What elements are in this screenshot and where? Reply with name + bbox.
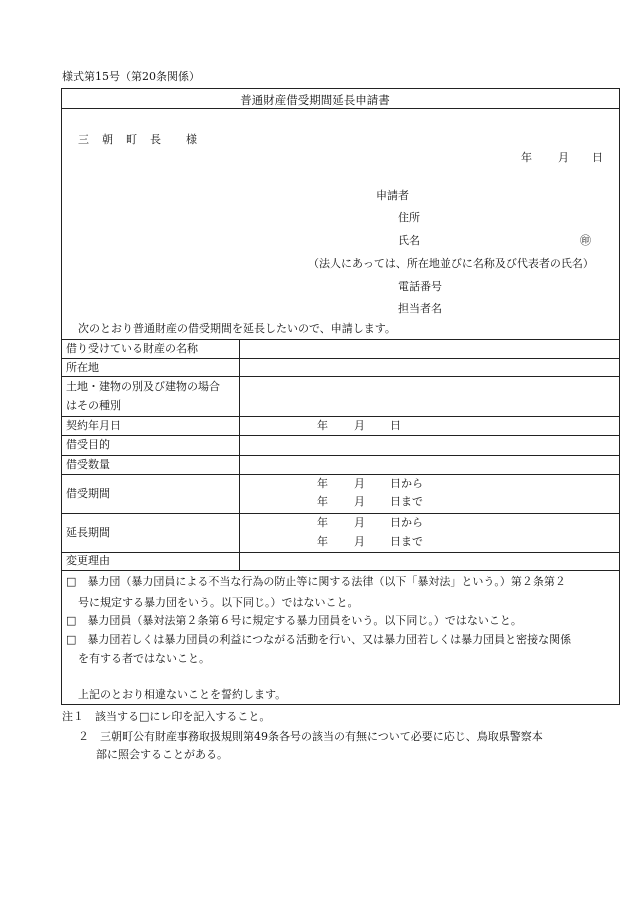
label-property-name: 借り受けている財産の名称 xyxy=(66,342,198,355)
seal-mark: ㊞ xyxy=(580,234,591,247)
row-line xyxy=(61,376,620,377)
label-extension: 延長期間 xyxy=(66,526,110,539)
check-item-3-line-1: □ 暴力団若しくは暴力団員の利益につながる活動を行い、又は暴力団若しくは暴力団員と密接な関係 xyxy=(66,633,572,646)
row-line xyxy=(61,455,620,456)
form-title: 普通財産借受期間延長申請書 xyxy=(240,93,390,107)
row-line xyxy=(61,552,620,553)
phone-label: 電話番号 xyxy=(398,280,442,293)
column-divider xyxy=(239,339,240,570)
row-line xyxy=(61,570,620,571)
applicant-heading: 申請者 xyxy=(376,189,409,202)
ext-from-year: 年 xyxy=(317,516,328,529)
row-line xyxy=(61,474,620,475)
name-label: 氏名 xyxy=(398,234,420,247)
row-line xyxy=(61,339,620,340)
intro-text: 次のとおり普通財産の借受期間を延長したいので、申請します。 xyxy=(78,322,396,335)
contract-year: 年 xyxy=(317,419,328,432)
period-from-year: 年 xyxy=(317,477,328,490)
check-item-3-line-2: を有する者ではないこと。 xyxy=(78,652,210,665)
form-number: 様式第15号（第20条関係） xyxy=(62,70,200,83)
note-1: 注１ 該当する□にレ印を記入すること。 xyxy=(62,710,271,723)
label-reason: 変更理由 xyxy=(66,554,110,567)
title-divider xyxy=(61,108,620,109)
label-type-2: はその種別 xyxy=(66,399,121,412)
label-period: 借受期間 xyxy=(66,487,110,500)
date-year: 年 xyxy=(521,151,532,164)
contract-day: 日 xyxy=(390,419,401,432)
period-from-month: 月 xyxy=(354,477,365,490)
period-until-day: 日まで xyxy=(390,495,423,508)
label-type-1: 土地・建物の別及び建物の場合 xyxy=(66,380,220,393)
corp-note: （法人にあっては、所在地並びに名称及び代表者の氏名） xyxy=(308,257,594,270)
ext-from-month: 月 xyxy=(354,516,365,529)
ext-until-day: 日まで xyxy=(390,535,423,548)
period-from-day: 日から xyxy=(390,477,423,490)
row-line xyxy=(61,435,620,436)
pledge-text: 上記のとおり相違ないことを誓約します。 xyxy=(78,688,287,701)
form-frame xyxy=(61,88,620,705)
period-until-month: 月 xyxy=(354,495,365,508)
check-item-1-line-1: □ 暴力団（暴力団員による不当な行為の防止等に関する法律（以下「暴対法」という。）第２条第２ xyxy=(66,575,566,588)
row-line xyxy=(61,513,620,514)
addressee: 三 朝 町 長 様 xyxy=(78,133,198,146)
ext-from-day: 日から xyxy=(390,516,423,529)
row-line xyxy=(61,416,620,417)
ext-until-year: 年 xyxy=(317,535,328,548)
note-2-line-1: ２ 三朝町公有財産事務取扱規則第49条各号の該当の有無について必要に応じ、鳥取県警察本 xyxy=(78,730,543,743)
label-location: 所在地 xyxy=(66,361,99,374)
contract-month: 月 xyxy=(354,419,365,432)
address-label: 住所 xyxy=(398,211,420,224)
contact-label: 担当者名 xyxy=(398,302,442,315)
label-quantity: 借受数量 xyxy=(66,458,110,471)
row-line xyxy=(61,358,620,359)
date-day: 日 xyxy=(592,151,603,164)
label-purpose: 借受目的 xyxy=(66,438,110,451)
ext-until-month: 月 xyxy=(354,535,365,548)
label-contract-date: 契約年月日 xyxy=(66,419,121,432)
period-until-year: 年 xyxy=(317,495,328,508)
check-item-2: □ 暴力団員（暴対法第２条第６号に規定する暴力団員をいう。以下同じ。）ではないこと。 xyxy=(66,614,522,627)
date-month: 月 xyxy=(558,151,569,164)
note-2-line-2: 部に照会することがある。 xyxy=(96,748,228,761)
check-item-1-line-2: 号に規定する暴力団をいう。以下同じ。）ではないこと。 xyxy=(78,596,359,609)
